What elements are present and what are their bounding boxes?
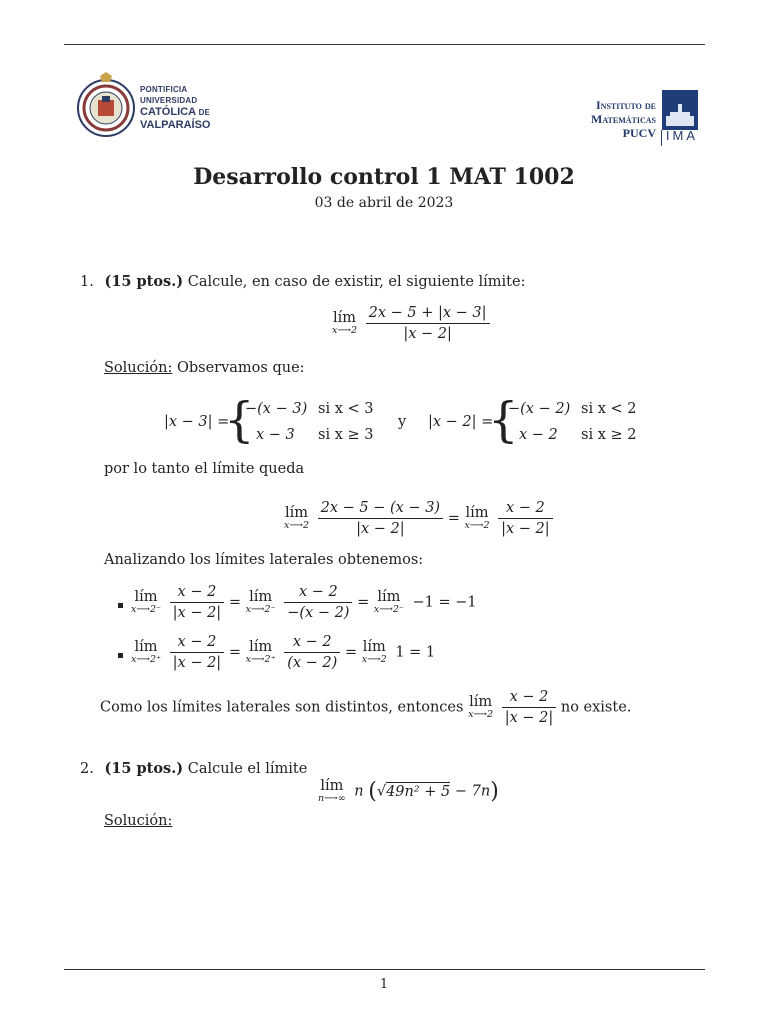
abs2-case2-cond: si x ≥ 2 (581, 427, 637, 443)
right-eq-1: = (228, 644, 241, 661)
abs1-lhs: |x − 3| = (164, 414, 230, 430)
eq1-num-b: x − 2 (498, 500, 553, 519)
lim-subscript: x⟶2 (468, 709, 494, 720)
lim-word: lím (320, 778, 344, 794)
lim-word: lím (134, 589, 158, 605)
left-lim-1 (131, 590, 161, 615)
bullet-left-limit (118, 603, 123, 608)
pucv-line3 (140, 106, 211, 119)
lim-word: lím (249, 589, 273, 605)
q2-tail: − 7n (454, 783, 491, 800)
q2-paren-open: ( (368, 779, 377, 804)
ima-line1: Instituto de (596, 98, 656, 112)
right-tail: 1 = 1 (395, 644, 436, 661)
ima-line3: PUCV (622, 126, 656, 140)
right-frac-1 (170, 634, 225, 671)
q1-limit-expression (332, 305, 490, 342)
q2-n: n (354, 783, 364, 800)
q1-solution-line (104, 360, 305, 376)
q1-denominator: |x − 2| (403, 326, 452, 342)
lim-word: lím (377, 589, 401, 605)
document-title: Desarrollo control 1 MAT 1002 (193, 164, 575, 190)
lim-subscript: x⟶2⁻ (131, 604, 162, 615)
abs2-case2-expr: x − 2 (519, 427, 558, 443)
right-lim-3 (362, 640, 387, 665)
abs2-case1-cond: si x < 2 (581, 401, 637, 417)
ima-line2: Matemáticas (591, 112, 656, 126)
pucv-line2: UNIVERSIDAD (140, 96, 198, 105)
lim-subscript: x⟶2 (361, 654, 387, 665)
right-den-1: |x − 2| (172, 655, 222, 671)
right-num-1: x − 2 (170, 634, 225, 653)
lim-subscript: x⟶2⁺ (245, 654, 276, 665)
conclusion-den: |x − 2| (504, 710, 554, 726)
q1-lateral-text: Analizando los límites laterales obtenemos: (104, 552, 424, 568)
abs2-lhs: |x − 2| = (428, 414, 494, 430)
eq1-fraction-b (498, 500, 553, 537)
pucv-wordmark (140, 84, 211, 131)
lim-subscript: x⟶2 (332, 325, 358, 336)
q1-statement-line (80, 273, 525, 290)
q2-paren-close: ) (490, 779, 499, 804)
q1-then-text: por lo tanto el límite queda (104, 461, 305, 477)
left-frac-1 (170, 584, 225, 621)
eq1-lim-a (284, 506, 309, 531)
lim-word: lím (249, 639, 273, 655)
right-limit-equation (131, 634, 435, 671)
pucv-line3-suffix: DE (198, 108, 210, 117)
lim-subscript: x⟶2 (284, 520, 310, 531)
left-limit-equation (131, 584, 477, 621)
lim-word: lím (362, 639, 386, 655)
q2-solution-label: Solución: (104, 813, 173, 829)
left-eq-1: = (228, 594, 241, 611)
lim-subscript: n⟶∞ (318, 793, 346, 804)
document-date: 03 de abril de 2023 (314, 195, 454, 211)
left-eq-2: = (357, 594, 370, 611)
conclusion-lim (468, 695, 493, 720)
left-frac-2 (284, 584, 352, 621)
q2-points: (15 ptos.) (104, 760, 184, 777)
right-num-2: x − 2 (284, 634, 340, 653)
lim-word: lím (333, 310, 357, 326)
right-frac-2 (284, 634, 340, 671)
ima-divider (661, 130, 662, 146)
right-eq-2: = (344, 644, 358, 661)
lim-subscript: x⟶2⁻ (373, 604, 404, 615)
q2-limit-expression (318, 779, 499, 804)
left-lim-3 (374, 590, 404, 615)
q1-numerator: 2x − 5 + |x − 3| (366, 305, 490, 324)
q2-statement-line (80, 760, 307, 777)
q1-solution-label: Solución: (104, 360, 173, 376)
ima-wordmark (591, 98, 656, 140)
conclusion-num: x − 2 (502, 689, 557, 708)
eq1-den-a: |x − 2| (356, 521, 405, 537)
bottom-rule (64, 969, 705, 970)
bullet-right-limit (118, 653, 123, 658)
q1-fraction (366, 305, 490, 342)
left-den-2: −(x − 2) (287, 605, 350, 621)
eq1-equals: = (447, 510, 460, 527)
ima-building-icon (662, 90, 698, 130)
pucv-line3-main: CATÓLICA (140, 106, 196, 118)
q1-lim (332, 311, 357, 336)
building-silhouette-icon (662, 90, 698, 130)
university-seal-icon (76, 72, 136, 142)
conclusion-frac (502, 689, 557, 726)
lim-word: lím (285, 505, 309, 521)
ima-letters: IMA (665, 128, 698, 143)
left-den-1: |x − 2| (172, 605, 222, 621)
pucv-logo (76, 72, 216, 146)
q1-number: 1. (80, 274, 94, 290)
lim-word: lím (469, 694, 493, 710)
q2-statement: Calcule el límite (187, 761, 308, 777)
abs1-case2-expr: x − 3 (256, 427, 295, 443)
lim-subscript: x⟶2⁻ (245, 604, 276, 615)
eq1-lim-b (464, 506, 489, 531)
conclusion-post: no existe. (560, 699, 632, 716)
lim-subscript: x⟶2 (464, 520, 490, 531)
right-lim-2 (246, 640, 276, 665)
pucv-line4: VALPARAÍSO (140, 119, 211, 131)
q2-lim (318, 779, 346, 804)
q2-number: 2. (80, 761, 94, 777)
pucv-line1: PONTIFICIA (140, 85, 188, 94)
right-lim-1 (131, 640, 161, 665)
eq1-den-b: |x − 2| (501, 521, 550, 537)
abs1-case1-expr: −(x − 3) (245, 401, 308, 417)
ima-logo (586, 90, 698, 146)
abs2-brace: { (488, 392, 519, 448)
eq1-fraction-a (318, 500, 443, 537)
q2-solution-line (104, 813, 172, 829)
right-den-2: (x − 2) (287, 655, 338, 671)
lim-word: lím (134, 639, 158, 655)
abs1-case2-cond: si x ≥ 3 (318, 427, 374, 443)
q1-conclusion (100, 689, 631, 726)
conjunction-y: y (398, 414, 407, 430)
left-tail: −1 = −1 (412, 594, 477, 611)
q1-solution-text: Observamos que: (176, 360, 305, 376)
conclusion-pre: Como los límites laterales son distintos, entonces (100, 699, 464, 716)
left-num-2: x − 2 (284, 584, 352, 603)
abs2-case1-expr: −(x − 2) (508, 401, 571, 417)
q1-substituted-equation (284, 500, 553, 537)
q1-points: (15 ptos.) (104, 273, 184, 290)
q2-sqrt-arg: 49n² + 5 (386, 783, 451, 800)
lim-subscript: x⟶2⁺ (131, 654, 162, 665)
left-lim-2 (246, 590, 276, 615)
sqrt-icon: √ (376, 783, 387, 800)
abs1-brace: { (224, 392, 255, 448)
q1-statement: Calcule, en caso de existir, el siguiente límite: (187, 274, 526, 290)
abs1-case1-cond: si x < 3 (318, 401, 374, 417)
eq1-num-a: 2x − 5 − (x − 3) (318, 500, 443, 519)
left-num-1: x − 2 (170, 584, 225, 603)
top-rule (64, 44, 705, 45)
lim-word: lím (465, 505, 489, 521)
page-number: 1 (379, 977, 389, 992)
